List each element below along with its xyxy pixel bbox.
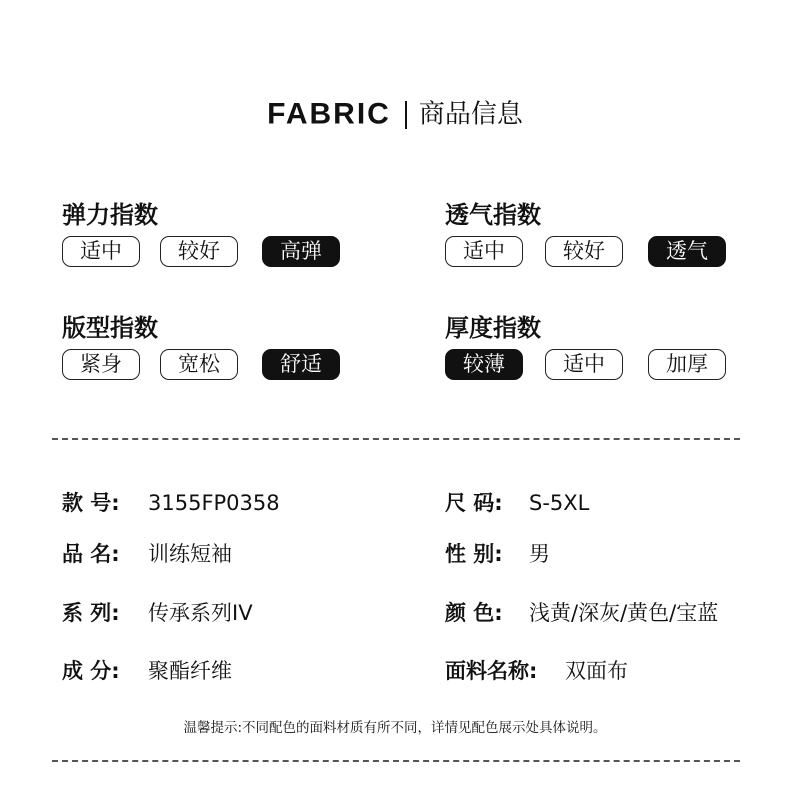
index-option: 较薄 — [445, 349, 523, 380]
detail-value: 浅黄/深灰/黄色/宝蓝 — [529, 601, 719, 625]
index-fit — [62, 311, 322, 376]
detail-series — [62, 598, 253, 628]
detail-key: 品 名: — [62, 542, 120, 566]
index-option: 适中 — [62, 236, 140, 267]
index-thickness — [445, 311, 708, 376]
detail-key: 性 别: — [445, 542, 503, 566]
detail-style-number — [62, 488, 280, 518]
dashed-divider — [52, 438, 740, 440]
detail-key: 颜 色: — [445, 601, 503, 625]
index-option: 高弹 — [262, 236, 340, 267]
detail-material — [62, 656, 232, 686]
detail-size — [445, 488, 589, 518]
index-option: 加厚 — [648, 349, 726, 380]
dashed-divider — [52, 760, 740, 762]
detail-value: 3155FP0358 — [148, 491, 280, 515]
detail-value: 聚酯纤维 — [148, 659, 232, 683]
page-header — [0, 92, 790, 136]
detail-value: S-5XL — [529, 491, 590, 515]
detail-key: 成 分: — [62, 659, 120, 683]
index-option: 较好 — [545, 236, 623, 267]
detail-key: 面料名称: — [445, 659, 538, 683]
index-option: 宽松 — [160, 349, 238, 380]
detail-color — [445, 598, 718, 628]
index-option: 适中 — [545, 349, 623, 380]
detail-product-name — [62, 539, 232, 569]
index-option: 较好 — [160, 236, 238, 267]
detail-value: 传承系列IV — [148, 601, 253, 625]
detail-value: 男 — [529, 542, 550, 566]
detail-value: 训练短袖 — [148, 542, 232, 566]
index-title: 透气指数 — [445, 201, 541, 229]
index-title: 版型指数 — [62, 314, 158, 342]
index-option: 舒适 — [262, 349, 340, 380]
detail-key: 尺 码: — [445, 491, 503, 515]
index-elasticity — [62, 198, 322, 263]
header-divider — [405, 101, 407, 129]
notice-text: 温馨提示:不同配色的面料材质有所不同，详情见配色展示处具体说明。 — [183, 720, 607, 736]
detail-gender — [445, 539, 550, 569]
index-option: 适中 — [445, 236, 523, 267]
index-breathability — [445, 198, 708, 263]
header-title-cn: 商品信息 — [418, 99, 523, 130]
index-option: 透气 — [648, 236, 726, 267]
index-title: 厚度指数 — [445, 314, 541, 342]
detail-key: 系 列: — [62, 601, 120, 625]
header-title-en: FABRIC — [267, 97, 391, 131]
detail-key: 款 号: — [62, 491, 120, 515]
index-option: 紧身 — [62, 349, 140, 380]
detail-fabric-name — [445, 656, 628, 686]
index-title: 弹力指数 — [62, 201, 158, 229]
detail-value: 双面布 — [565, 659, 628, 683]
